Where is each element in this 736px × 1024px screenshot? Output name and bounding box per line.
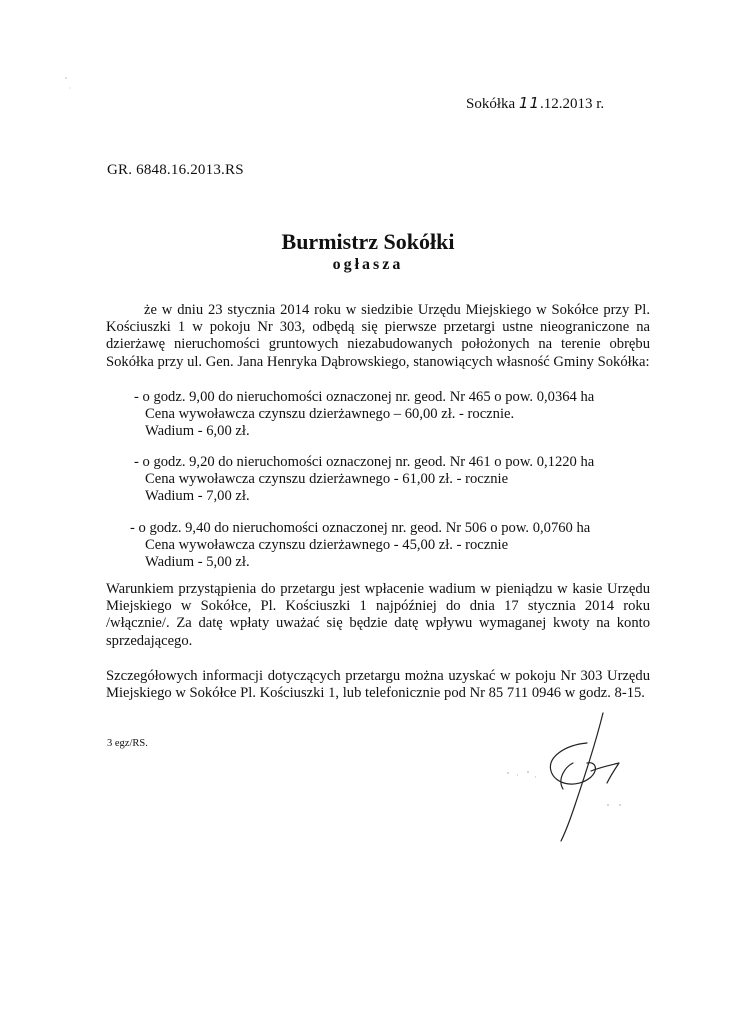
auction-item-time-plot: - o godz. 9,20 do nieruchomości oznaczonej nr. geod. Nr 461 o pow. 0,1220 ha: [134, 454, 595, 470]
intro-line: dzierżawę nieruchomości gruntowych niezabudowanych położonych na terenie obrębu: [106, 336, 650, 353]
auction-item-price: Cena wywoławcza czynszu dzierżawnego – 60,00 zł. - rocznie.: [145, 406, 515, 423]
scan-speck-marks: [58, 70, 88, 100]
copies-note: 3 egz/RS.: [107, 738, 148, 749]
info-paragraph: [106, 668, 650, 702]
document-subtitle: ogłasza: [332, 256, 404, 273]
intro-line: Sokółka przy ul. Gen. Jana Henryka Dąbrowskiego, stanowiących własność Gminy Sokółka:: [106, 353, 650, 370]
auction-item-time-plot: - o godz. 9,00 do nieruchomości oznaczonej nr. geod. Nr 465 o pow. 0,0364 ha: [134, 389, 595, 405]
date-day-handwritten: 11: [518, 94, 541, 112]
intro-line: Kościuszki 1 w pokoju Nr 303, odbędą się pierwsze przetargi ustne nieograniczone na: [106, 319, 650, 336]
auction-item-1: [134, 389, 594, 441]
info-line: Szczegółowych informacji dotyczących przetargu można uzyskać w pokoju Nr 303 Urzędu: [106, 668, 650, 684]
handwritten-signature: [495, 705, 645, 845]
auction-item-time-plot: - o godz. 9,40 do nieruchomości oznaczonej nr. geod. Nr 506 o pow. 0,0760 ha: [130, 520, 591, 536]
auction-item-price: Cena wywoławcza czynszu dzierżawnego - 61,00 zł. - rocznie: [145, 471, 509, 488]
document-title: Burmistrz Sokółki: [281, 229, 455, 254]
conditions-line: sprzedającego.: [106, 632, 193, 649]
reference-number: GR. 6848.16.2013.RS: [107, 162, 244, 178]
document-date: [466, 94, 604, 113]
conditions-paragraph: [106, 581, 650, 650]
auction-item-deposit: Wadium - 7,00 zł.: [145, 488, 250, 505]
intro-paragraph: [106, 302, 650, 371]
conditions-line: Warunkiem przystąpienia do przetargu jest wpłacenie wadium w pieniądzu w kasie Urzędu: [106, 581, 650, 597]
auction-item-3: [130, 520, 590, 572]
auction-item-deposit: Wadium - 5,00 zł.: [145, 554, 250, 571]
conditions-line: /włącznie/. Za datę wpłaty uważać się będzie datę wpływu wymaganej kwoty na konto: [106, 615, 650, 632]
info-line: Miejskiego w Sokółce Pl. Kościuszki 1, lub telefonicznie pod Nr 85 711 0946 w godz. 8-15.: [106, 685, 645, 702]
intro-line: że w dniu 23 stycznia 2014 roku w siedzibie Urzędu Miejskiego w Sokółce przy Pl.: [144, 302, 650, 318]
auction-item-price: Cena wywoławcza czynszu dzierżawnego - 45,00 zł. - rocznie: [145, 537, 509, 554]
date-place: Sokółka: [466, 96, 516, 112]
date-month-year: .12.2013 r.: [540, 96, 605, 112]
auction-item-2: [134, 454, 594, 506]
auction-item-deposit: Wadium - 6,00 zł.: [145, 423, 250, 440]
conditions-line: Miejskiego w Sokółce, Pl. Kościuszki 1 najpóźniej do dnia 17 stycznia 2014 roku: [106, 598, 650, 615]
